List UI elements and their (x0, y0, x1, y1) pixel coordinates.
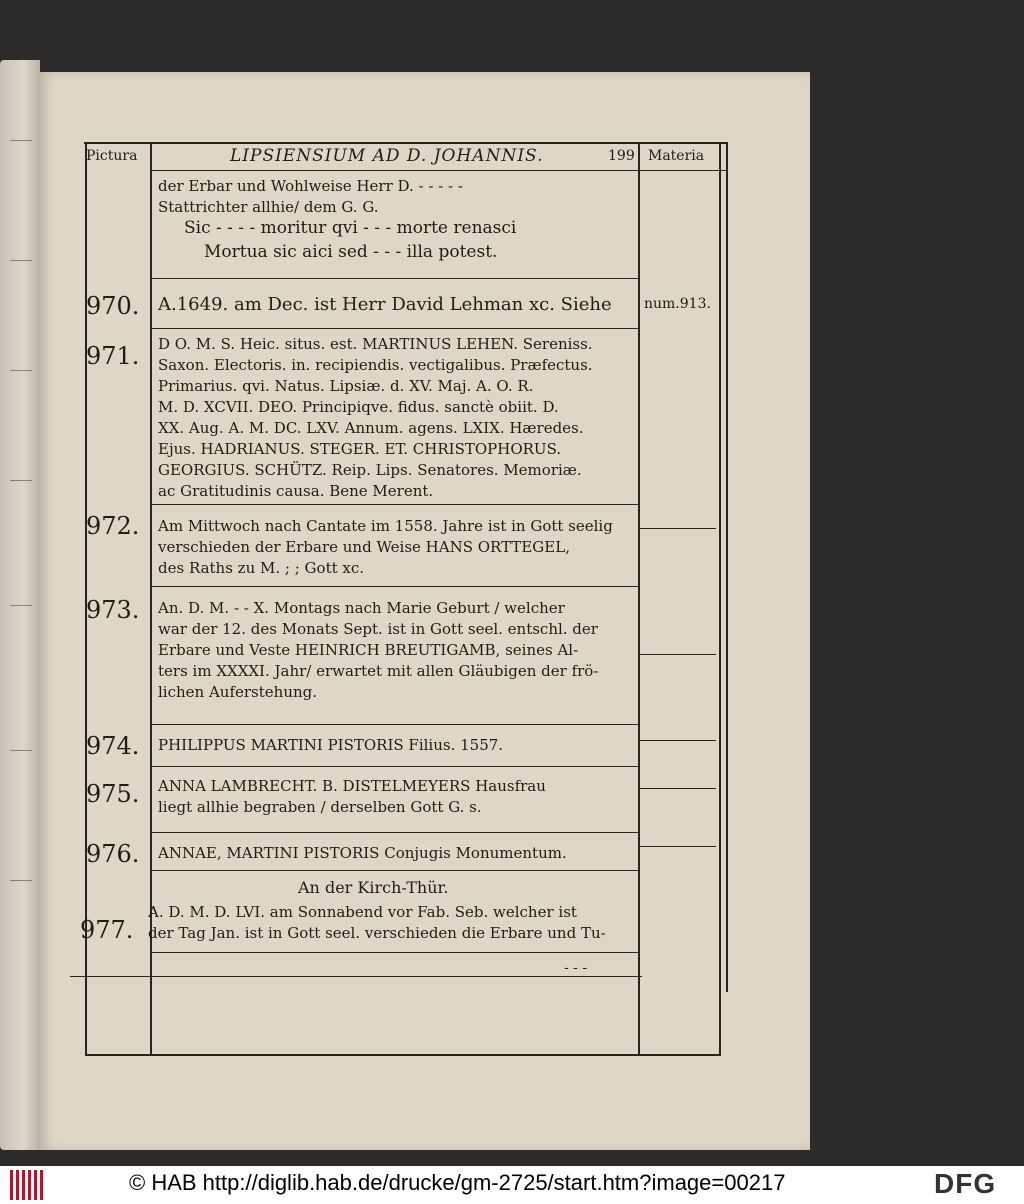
materia-rule (640, 654, 716, 655)
running-title: LIPSIENSIUM AD D. JOHANNIS. (230, 146, 544, 166)
left-page-edge (0, 60, 40, 1150)
row-rule (150, 328, 640, 329)
row-rule (150, 832, 640, 833)
entry-number-976: 976. (86, 840, 140, 868)
header-materia: Materia (648, 148, 705, 164)
entry-number-974: 974. (86, 732, 140, 760)
materia-rule (640, 788, 716, 789)
entry-974-text: PHILIPPUS MARTINI PISTORIS Filius. 1557. (158, 736, 504, 754)
materia-rule (640, 740, 716, 741)
row-rule (150, 504, 640, 505)
entry-continuation: der Erbar und Wohlweise Herr D. - - - - - Stattrichter allhie/ dem G. G. Sic - - - - moritur qvi - - - morte renasci Mortua sic aici sed - - - illa potest. (158, 177, 517, 262)
row-rule (150, 870, 640, 871)
entry-number-972: 972. (86, 512, 140, 540)
row-rule (150, 766, 640, 767)
footer-bar (0, 1166, 1024, 1204)
row-rule (150, 952, 640, 953)
entry-971-text: D O. M. S. Heic. situs. est. MARTINUS LEHEN. Sereniss. Saxon. Electoris. in. recipiendis. vectigalibus. Præfectus. Primarius. qvi. Natus. Lipsiæ. d. XV. Maj. A. O. R. M. D. XCVII. DEO. Principiqve. fidus. sanctè obiit. D. XX. Aug. A. M. DC. LXV. Annum. agens. LXIX. Hæredes. Ejus. HADRIANUS. STEGER. ET. CHRISTOPHORUS. GEORGIUS. SCHÜTZ. Reip. Lips. Senatores. Memoriæ. ac Gratitudinis causa. Bene Merent. (158, 335, 593, 500)
entry-number-970: 970. (86, 292, 140, 320)
bottom-dashes: - - - (564, 960, 588, 976)
materia-rule (640, 846, 716, 847)
entry-970-text: A.1649. am Dec. ist Herr David Lehman xc. Siehe (158, 294, 612, 315)
header-rule (150, 170, 728, 171)
footer-url-link[interactable]: © HAB http://diglib.hab.de/drucke/gm-2725/start.htm?image=00217 (129, 1170, 786, 1195)
materia-rule (640, 528, 716, 529)
dfg-logo: DFG (934, 1168, 997, 1199)
row-rule (150, 278, 640, 279)
entry-976-text: ANNAE, MARTINI PISTORIS Conjugis Monumentum. (158, 844, 567, 862)
entry-972-text: Am Mittwoch nach Cantate im 1558. Jahre ist in Gott seelig verschieden der Erbare und Weise HANS ORTTEGEL, des Raths zu M. ; ; Gott xc. (158, 517, 613, 577)
entry-970-materia: num.913. (644, 296, 711, 312)
bottom-rule (70, 976, 642, 977)
entry-977-text: A. D. M. D. LVI. am Sonnabend vor Fab. Seb. welcher ist der Tag Jan. ist in Gott seel. verschieden die Erbare und Tu- (148, 903, 606, 942)
entry-975-text: ANNA LAMBRECHT. B. DISTELMEYERS Hausfrau liegt allhie begraben / derselben Gott G. s. (158, 777, 546, 816)
header-pictura: Pictura (86, 148, 138, 164)
entry-number-975: 975. (86, 780, 140, 808)
entry-number-971: 971. (86, 342, 140, 370)
hab-logo-icon (8, 1170, 44, 1200)
column-divider-outer (726, 142, 728, 992)
row-rule (150, 586, 640, 587)
entry-977-heading: An der Kirch-Thür. (298, 878, 449, 897)
book-page (40, 72, 810, 1150)
entry-number-973: 973. (86, 596, 140, 624)
entry-973-text: An. D. M. - - X. Montags nach Marie Geburt / welcher war der 12. des Monats Sept. ist in Gott seel. entschl. der Erbare und Veste HEINRICH BREUTIGAMB, seines Al- ters im XXXXI. Jahr/ erwartet mit allen Gläubigen der frö- lichen Auferstehung. (158, 599, 599, 701)
page-number: 199 (608, 148, 635, 164)
row-rule (150, 724, 640, 725)
entry-number-977: 977. (80, 916, 134, 944)
